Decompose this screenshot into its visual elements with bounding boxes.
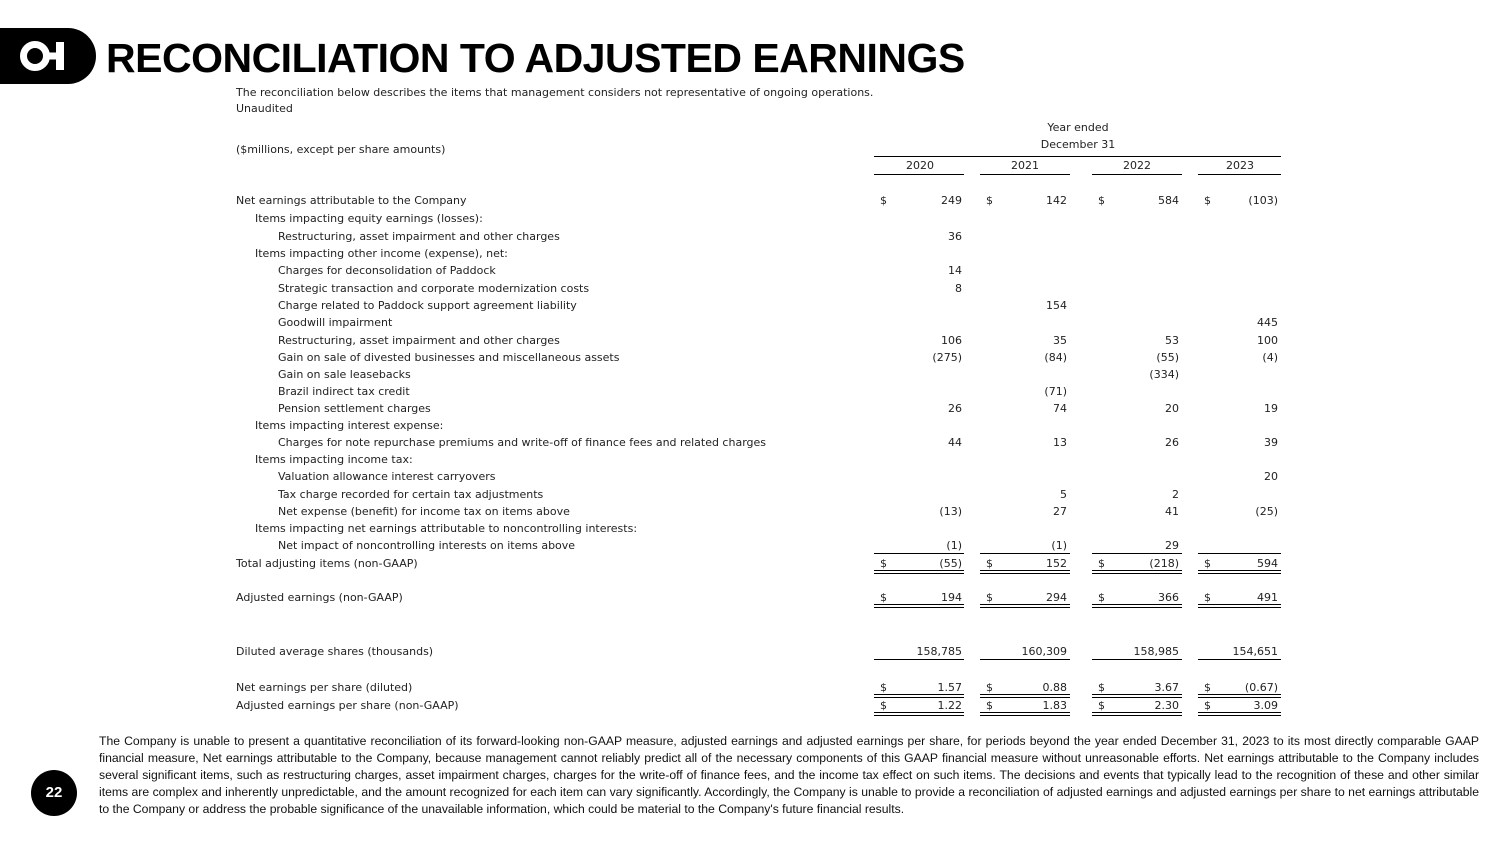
cell-value-2022: 2 bbox=[1172, 488, 1179, 501]
cell-value-2023: 154,651 bbox=[1232, 645, 1278, 658]
shares-rule bbox=[980, 659, 1070, 660]
year-header-2021: 2021 bbox=[1011, 159, 1039, 172]
currency-symbol: $ bbox=[880, 699, 887, 712]
table-row bbox=[0, 452, 1500, 468]
currency-symbol: $ bbox=[1098, 699, 1105, 712]
cell-value-2022: (218) bbox=[1149, 557, 1179, 570]
cell-value-2022: 158,985 bbox=[1133, 645, 1179, 658]
row-label: Adjusted earnings (non-GAAP) bbox=[236, 591, 403, 604]
cell-value-2020: 36 bbox=[948, 230, 962, 243]
total-rule bbox=[980, 604, 1070, 605]
row-label: Brazil indirect tax credit bbox=[278, 385, 410, 398]
row-label: Gain on sale of divested businesses and miscellaneous assets bbox=[278, 351, 620, 364]
shares-rule bbox=[874, 659, 964, 660]
cell-value-2023: 3.09 bbox=[1253, 699, 1278, 712]
row-label: Charge related to Paddock support agreement liability bbox=[278, 299, 577, 312]
currency-symbol: $ bbox=[880, 557, 887, 570]
cell-value-2020: (55) bbox=[939, 557, 962, 570]
cell-value-2020: 249 bbox=[941, 194, 962, 207]
period-label-1: Year ended bbox=[1047, 121, 1109, 134]
cell-value-2021: 5 bbox=[1060, 488, 1067, 501]
total-rule bbox=[1092, 573, 1182, 574]
cell-value-2023: 20 bbox=[1264, 470, 1278, 483]
eps-rule bbox=[1198, 712, 1281, 713]
cell-value-2023: (0.67) bbox=[1244, 681, 1278, 694]
row-label: Net impact of noncontrolling interests on items above bbox=[278, 539, 576, 552]
currency-symbol: $ bbox=[1204, 557, 1211, 570]
currency-symbol: $ bbox=[1098, 681, 1105, 694]
page-number-badge: 22 bbox=[31, 770, 77, 816]
row-label: Goodwill impairment bbox=[278, 316, 393, 329]
cell-value-2023: 594 bbox=[1257, 557, 1278, 570]
currency-symbol: $ bbox=[1098, 557, 1105, 570]
row-label: Net earnings attributable to the Company bbox=[236, 194, 467, 207]
total-rule bbox=[1092, 570, 1182, 571]
cell-value-2022: 53 bbox=[1165, 334, 1179, 347]
row-label: Restructuring, asset impairment and other charges bbox=[278, 230, 560, 243]
table-row bbox=[0, 298, 1500, 314]
cell-value-2021: (71) bbox=[1044, 385, 1067, 398]
total-rule bbox=[1198, 570, 1281, 571]
cell-value-2020: 106 bbox=[941, 334, 962, 347]
subtotal-rule bbox=[1198, 553, 1281, 554]
footnote-text: The Company is unable to present a quantitative reconciliation of its forward-looking non-GAAP measure, adjusted earnings and adjusted earnings per share, for periods beyond the year ended December 31, 2023 to its most directly comparable GAAP financial measure, Net earnings attributable to the Company, because management cannot reliably predict all of the necessary components of this GAAP financial measure without unreasonable efforts. Net earnings attributable to the Company includes several significant items, such as restructuring charges, asset impairment charges, charges for the write-off of finance fees, and the income tax effect on such items. The decisions and events that typically lead to the recognition of these and other similar items are complex and inherently unpredictable, and the amount recognized for each item can vary significantly. Accordingly, the Company is unable to provide a reconciliation of adjusted earnings and adjusted earnings per share to net earnings attributable to the Company or address the probable significance of the unavailable information, which could be material to the Company's future financial results. bbox=[99, 734, 1479, 816]
total-rule bbox=[874, 604, 964, 605]
total-rule bbox=[1092, 607, 1182, 608]
cell-value-2022: 366 bbox=[1158, 591, 1179, 604]
row-label: Adjusted earnings per share (non-GAAP) bbox=[236, 699, 459, 712]
year-header-2020: 2020 bbox=[906, 159, 934, 172]
cell-value-2021: (1) bbox=[1051, 539, 1067, 552]
cell-value-2021: 35 bbox=[1053, 334, 1067, 347]
row-label: Items impacting net earnings attributable to noncontrolling interests: bbox=[255, 522, 638, 535]
row-label: Items impacting income tax: bbox=[255, 453, 413, 466]
table-row bbox=[0, 193, 1500, 209]
total-rule bbox=[874, 607, 964, 608]
currency-symbol: $ bbox=[880, 194, 887, 207]
row-label: Net expense (benefit) for income tax on items above bbox=[278, 505, 570, 518]
row-label: Valuation allowance interest carryovers bbox=[278, 470, 496, 483]
row-label: Charges for deconsolidation of Paddock bbox=[278, 264, 496, 277]
currency-symbol: $ bbox=[986, 681, 993, 694]
year-header-2022: 2022 bbox=[1123, 159, 1151, 172]
cell-value-2022: 20 bbox=[1165, 402, 1179, 415]
total-rule bbox=[1198, 604, 1281, 605]
currency-symbol: $ bbox=[1098, 194, 1105, 207]
eps-rule bbox=[980, 694, 1070, 695]
table-row bbox=[0, 350, 1500, 366]
row-label: Pension settlement charges bbox=[278, 402, 431, 415]
cell-value-2021: 160,309 bbox=[1021, 645, 1067, 658]
cell-value-2021: 142 bbox=[1046, 194, 1067, 207]
cell-value-2023: (103) bbox=[1248, 194, 1278, 207]
cell-value-2022: 584 bbox=[1158, 194, 1179, 207]
row-label: Charges for note repurchase premiums and write-off of finance fees and related charges bbox=[278, 436, 767, 449]
cell-value-2023: 491 bbox=[1257, 591, 1278, 604]
eps-rule bbox=[980, 712, 1070, 713]
row-label: Items impacting other income (expense), net: bbox=[255, 247, 508, 260]
total-rule bbox=[1092, 604, 1182, 605]
cell-value-2021: 1.83 bbox=[1042, 699, 1067, 712]
cell-value-2020: 158,785 bbox=[916, 645, 962, 658]
cell-value-2021: (84) bbox=[1044, 351, 1067, 364]
cell-value-2023: 445 bbox=[1257, 316, 1278, 329]
cell-value-2022: 29 bbox=[1165, 539, 1179, 552]
cell-value-2020: (1) bbox=[946, 539, 962, 552]
table-row bbox=[0, 384, 1500, 400]
table-row bbox=[0, 504, 1500, 520]
table-row bbox=[0, 229, 1500, 245]
eps-rule bbox=[1198, 715, 1281, 716]
table-row bbox=[0, 263, 1500, 279]
row-label: Items impacting equity earnings (losses): bbox=[255, 212, 483, 225]
cell-value-2020: 1.57 bbox=[937, 681, 962, 694]
table-row bbox=[0, 367, 1500, 383]
currency-symbol: $ bbox=[986, 557, 993, 570]
row-label: Strategic transaction and corporate modernization costs bbox=[278, 282, 590, 295]
table-row bbox=[0, 333, 1500, 349]
cell-value-2021: 13 bbox=[1053, 436, 1067, 449]
cell-value-2023: 39 bbox=[1264, 436, 1278, 449]
table-row bbox=[0, 401, 1500, 417]
currency-symbol: $ bbox=[880, 591, 887, 604]
currency-symbol: $ bbox=[986, 194, 993, 207]
currency-symbol: $ bbox=[1204, 699, 1211, 712]
currency-symbol: $ bbox=[1098, 591, 1105, 604]
total-rule bbox=[874, 570, 964, 571]
table-row bbox=[0, 315, 1500, 331]
cell-value-2023: 19 bbox=[1264, 402, 1278, 415]
period-label-2: December 31 bbox=[1040, 138, 1116, 151]
page-title: RECONCILIATION TO ADJUSTED EARNINGS bbox=[106, 35, 965, 81]
total-rule bbox=[1198, 573, 1281, 574]
cell-value-2021: 294 bbox=[1046, 591, 1067, 604]
cell-value-2023: (4) bbox=[1262, 351, 1278, 364]
eps-rule bbox=[874, 694, 964, 695]
cell-value-2021: 154 bbox=[1046, 299, 1067, 312]
cell-value-2020: 1.22 bbox=[937, 699, 962, 712]
intro-description: The reconciliation below describes the items that management considers not representative of ongoing operations. bbox=[236, 86, 874, 99]
subtotal-rule bbox=[1092, 553, 1182, 554]
table-row bbox=[0, 538, 1500, 554]
shares-rule bbox=[1198, 659, 1281, 660]
eps-rule bbox=[1092, 715, 1182, 716]
table-row bbox=[0, 435, 1500, 451]
eps-rule bbox=[1092, 712, 1182, 713]
subtotal-rule bbox=[980, 553, 1070, 554]
subtotal-rule bbox=[874, 553, 964, 554]
cell-value-2021: 74 bbox=[1053, 402, 1067, 415]
currency-symbol: $ bbox=[1204, 591, 1211, 604]
currency-symbol: $ bbox=[1204, 681, 1211, 694]
eps-rule bbox=[980, 697, 1070, 698]
eps-rule bbox=[874, 712, 964, 713]
cell-value-2020: 44 bbox=[948, 436, 962, 449]
row-label: Tax charge recorded for certain tax adjustments bbox=[278, 488, 544, 501]
year-header-2023: 2023 bbox=[1226, 159, 1254, 172]
cell-value-2022: 41 bbox=[1165, 505, 1179, 518]
currency-symbol: $ bbox=[986, 699, 993, 712]
currency-symbol: $ bbox=[986, 591, 993, 604]
table-row bbox=[0, 644, 1500, 660]
table-row bbox=[0, 211, 1500, 227]
cell-value-2021: 152 bbox=[1046, 557, 1067, 570]
total-rule bbox=[980, 573, 1070, 574]
eps-rule bbox=[1198, 697, 1281, 698]
table-row bbox=[0, 418, 1500, 434]
cell-value-2022: 3.67 bbox=[1154, 681, 1179, 694]
cell-value-2020: 14 bbox=[948, 264, 962, 277]
table-row bbox=[0, 469, 1500, 485]
total-rule bbox=[980, 607, 1070, 608]
cell-value-2022: (334) bbox=[1149, 368, 1179, 381]
units-label: ($millions, except per share amounts) bbox=[236, 143, 446, 156]
eps-rule bbox=[874, 697, 964, 698]
row-label: Diluted average shares (thousands) bbox=[236, 645, 434, 658]
cell-value-2022: 26 bbox=[1165, 436, 1179, 449]
table-row bbox=[0, 487, 1500, 503]
cell-value-2023: 100 bbox=[1257, 334, 1278, 347]
total-rule bbox=[874, 573, 964, 574]
table-row bbox=[0, 521, 1500, 537]
eps-rule bbox=[1092, 697, 1182, 698]
row-label: Net earnings per share (diluted) bbox=[236, 681, 413, 694]
eps-rule bbox=[1198, 694, 1281, 695]
currency-symbol: $ bbox=[880, 681, 887, 694]
cell-value-2020: 8 bbox=[955, 282, 962, 295]
row-label: Restructuring, asset impairment and other charges bbox=[278, 334, 560, 347]
shares-rule bbox=[1092, 659, 1182, 660]
cell-value-2021: 0.88 bbox=[1042, 681, 1067, 694]
eps-rule bbox=[1092, 694, 1182, 695]
cell-value-2020: (13) bbox=[939, 505, 962, 518]
total-rule bbox=[1198, 607, 1281, 608]
row-label: Total adjusting items (non-GAAP) bbox=[236, 557, 418, 570]
cell-value-2020: (275) bbox=[932, 351, 962, 364]
eps-rule bbox=[980, 715, 1070, 716]
total-rule bbox=[980, 570, 1070, 571]
row-label: Items impacting interest expense: bbox=[255, 419, 444, 432]
unaudited-label: Unaudited bbox=[236, 102, 293, 115]
cell-value-2020: 26 bbox=[948, 402, 962, 415]
cell-value-2021: 27 bbox=[1053, 505, 1067, 518]
cell-value-2022: 2.30 bbox=[1154, 699, 1179, 712]
table-row bbox=[0, 281, 1500, 297]
table-row bbox=[0, 246, 1500, 262]
cell-value-2023: (25) bbox=[1255, 505, 1278, 518]
cell-value-2020: 194 bbox=[941, 591, 962, 604]
row-label: Gain on sale leasebacks bbox=[278, 368, 411, 381]
eps-rule bbox=[874, 715, 964, 716]
currency-symbol: $ bbox=[1204, 194, 1211, 207]
cell-value-2022: (55) bbox=[1156, 351, 1179, 364]
